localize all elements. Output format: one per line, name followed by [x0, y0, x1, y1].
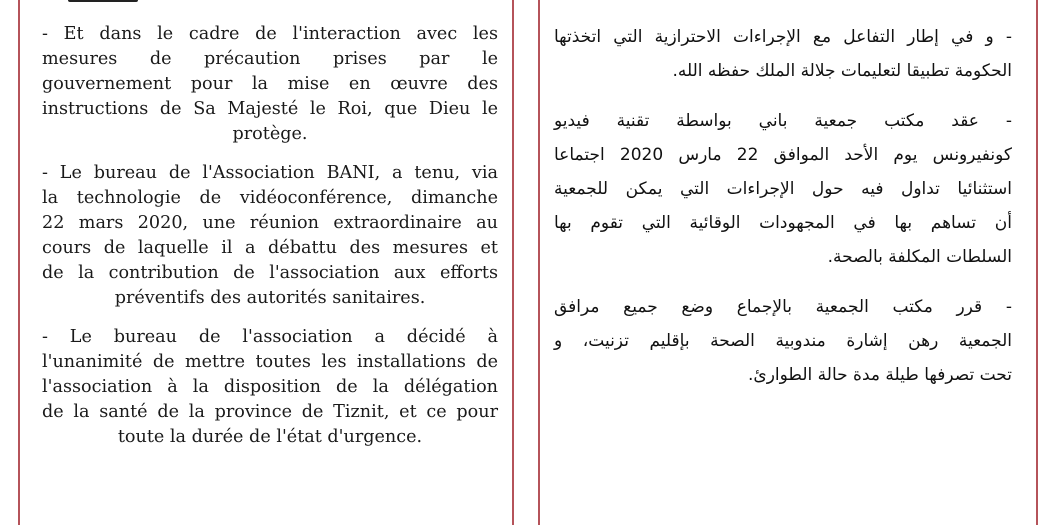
- text-line: 22 mars 2020, une réunion extraordinaire au: [42, 213, 498, 233]
- text-line: l'unanimité de mettre toutes les installations de: [42, 352, 498, 372]
- text-line: de la contribution de l'association aux efforts: [42, 263, 498, 283]
- text-line: أن تساهم بها في المجهودات الوقائية التي تقوم بها: [554, 213, 1012, 233]
- text-line: de la santé de la province de Tiznit, et ce pour: [42, 402, 498, 422]
- text-line: - عقد مكتب جمعية باني بواسطة تقنية فيديو: [554, 111, 1012, 131]
- text-line: mesures de précaution prises par le: [42, 49, 498, 69]
- text-line: l'association à la disposition de la délégation: [42, 377, 498, 397]
- text-line: السلطات المكلفة بالصحة.: [827, 247, 1012, 267]
- arabic-column: [538, 0, 1038, 525]
- text-line: - Et dans le cadre de l'interaction avec les: [42, 24, 498, 44]
- text-line: protège.: [232, 124, 308, 144]
- arabic-paragraph-3: [554, 290, 1012, 392]
- text-line: - Le bureau de l'Association BANI, a tenu, via: [42, 163, 498, 183]
- text-line: - Le bureau de l'association a décidé à: [42, 327, 498, 347]
- text-line: كونفيرونس يوم الأحد الموافق 22 مارس 2020 اجتماعا: [554, 145, 1012, 165]
- text-line: toute la durée de l'état d'urgence.: [117, 427, 423, 447]
- text-line: الجمعية رهن إشارة مندوبية الصحة بإقليم تزنيت، و: [554, 331, 1012, 351]
- arabic-paragraph-2: [554, 104, 1012, 274]
- cropped-heading-fragment: [68, 0, 138, 2]
- text-line: تحت تصرفها طيلة مدة حالة الطوارئ.: [747, 365, 1012, 385]
- text-line: cours de laquelle il a débattu des mesures et: [42, 238, 498, 258]
- text-line: الحكومة تطبيقا لتعليمات جلالة الملك حفظه الله.: [672, 61, 1012, 81]
- french-paragraph-1: [42, 22, 498, 147]
- arabic-paragraph-1: [554, 20, 1012, 88]
- text-line: - و في إطار التفاعل مع الإجراءات الاحترازية التي اتخذتها: [554, 27, 1012, 47]
- text-line: préventifs des autorités sanitaires.: [114, 288, 426, 308]
- text-line: استثنائيا تداول فيه حول الإجراءات التي يمكن للجمعية: [554, 179, 1012, 199]
- french-paragraph-2: [42, 161, 498, 311]
- text-line: gouvernement pour la mise en œuvre des: [42, 74, 498, 94]
- text-line: - قرر مكتب الجمعية بالإجماع وضع جميع مرافق: [554, 297, 1012, 317]
- french-column: [18, 0, 514, 525]
- french-paragraph-3: [42, 325, 498, 450]
- text-line: la technologie de vidéoconférence, dimanche: [42, 188, 498, 208]
- text-line: instructions de Sa Majesté le Roi, que Dieu le: [42, 99, 498, 119]
